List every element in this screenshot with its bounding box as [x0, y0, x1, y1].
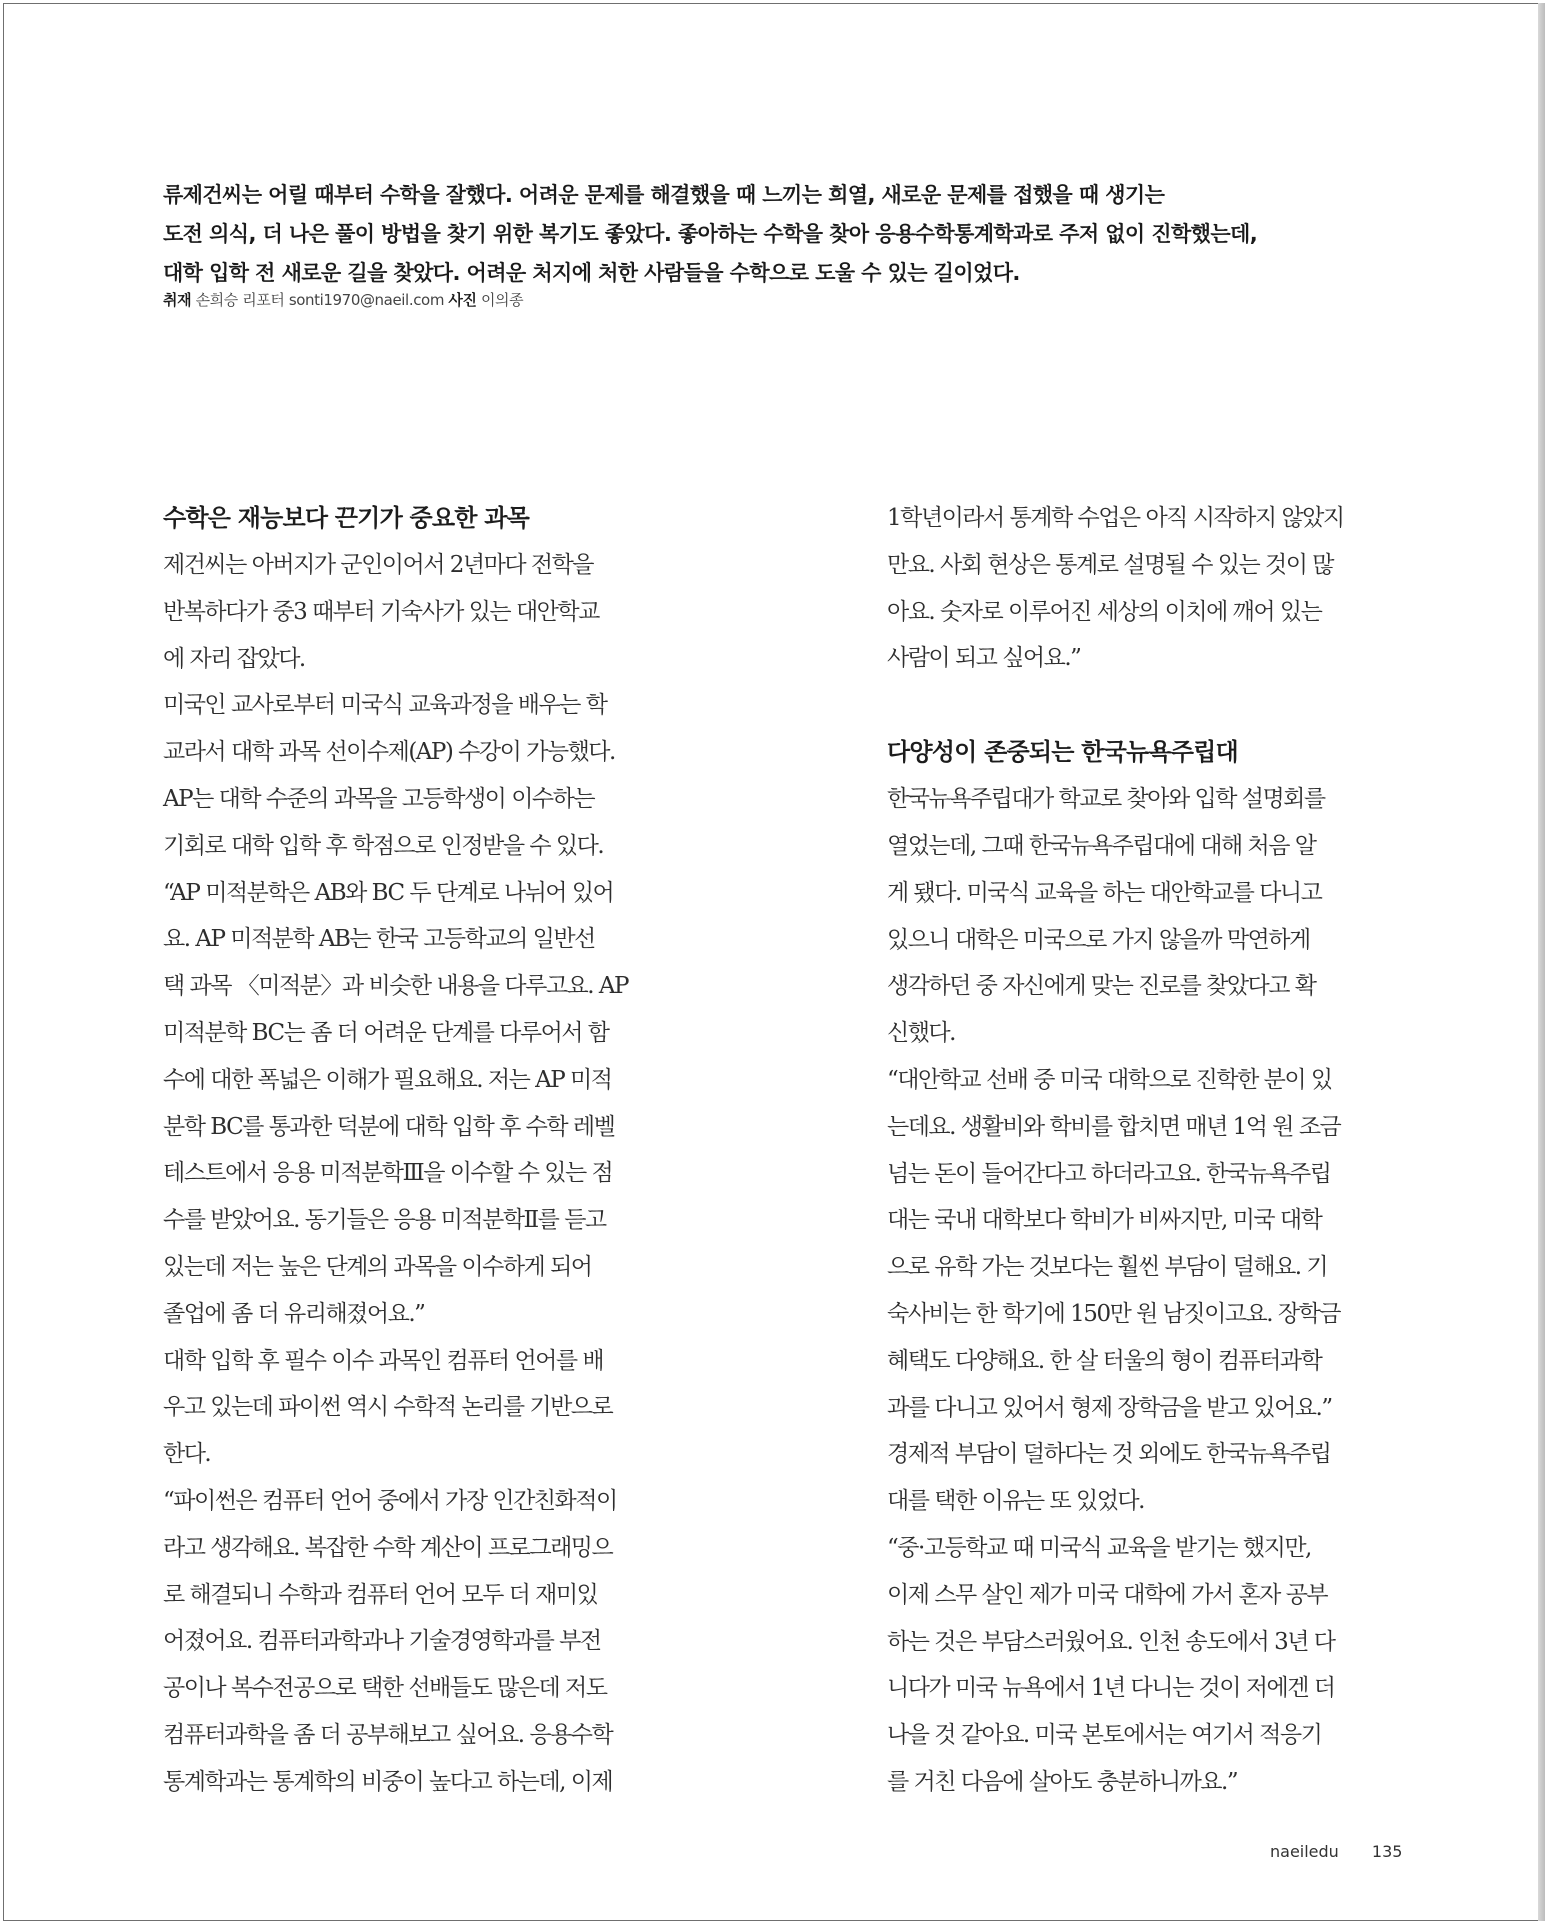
body-text-line: 한다.	[163, 1441, 211, 1468]
body-text-line: 분학 BC를 통과한 덕분에 대학 입학 후 수학 레벨	[163, 1113, 615, 1140]
body-text-line: 으로 유학 가는 것보다는 훨씬 부담이 덜해요. 기	[887, 1254, 1328, 1281]
body-text-line: “중·고등학교 때 미국식 교육을 받기는 했지만,	[887, 1534, 1311, 1561]
left-column-body	[163, 542, 703, 1806]
body-text-line: 숙사비는 한 학기에 150만 원 남짓이고요. 장학금	[887, 1300, 1341, 1327]
body-text-line: 요. AP 미적분학 AB는 한국 고등학교의 일반선	[163, 926, 595, 953]
body-text-line: 한국뉴욕주립대가 학교로 찾아와 입학 설명회를	[887, 786, 1325, 813]
byline	[163, 289, 523, 310]
page-footer	[1270, 1842, 1402, 1861]
body-text-line: 생각하던 중 자신에게 맞는 진로를 찾았다고 확	[887, 973, 1316, 1000]
right-column-body	[887, 776, 1427, 1806]
body-text-line: 니다가 미국 뉴욕에서 1년 다니는 것이 저에겐 더	[887, 1675, 1335, 1702]
body-text-line: 기회로 대학 입학 후 학점으로 인정받을 수 있다.	[163, 832, 604, 859]
body-text-line: 대는 국내 대학보다 학비가 비싸지만, 미국 대학	[887, 1207, 1322, 1234]
body-text-line: 신했다.	[887, 1020, 955, 1047]
body-text-line: 열었는데, 그때 한국뉴욕주립대에 대해 처음 알	[887, 832, 1316, 859]
body-text-line: 반복하다가 중3 때부터 기숙사가 있는 대안학교	[163, 598, 599, 625]
magazine-brand: naeiledu	[1270, 1842, 1339, 1861]
body-text-line: AP는 대학 수준의 과목을 고등학생이 이수하는	[163, 785, 595, 812]
body-text-line: 대를 택한 이유는 또 있었다.	[887, 1488, 1144, 1515]
intro-line: 도전 의식, 더 나은 풀이 방법을 찾기 위한 복기도 좋았다. 좋아하는 수학을 찾아 응용수학통계학과로 주저 없이 진학했는데,	[163, 222, 1258, 246]
reporter-name: 손희승 리포터 sonti1970@naeil.com	[195, 291, 445, 309]
body-text-line: 수에 대한 폭넓은 이해가 필요해요. 저는 AP 미적	[163, 1066, 612, 1093]
left-column	[163, 495, 703, 1806]
body-text-line: “대안학교 선배 중 미국 대학으로 진학한 분이 있	[887, 1066, 1332, 1093]
body-text-line: 테스트에서 응용 미적분학Ⅲ을 이수할 수 있는 점	[163, 1160, 613, 1187]
page-number: 135	[1371, 1842, 1403, 1861]
body-text-line: 만요. 사회 현상은 통계로 설명될 수 있는 것이 많	[887, 551, 1333, 578]
body-text-line: 경제적 부담이 덜하다는 것 외에도 한국뉴욕주립	[887, 1441, 1331, 1468]
body-text-line: 미국인 교사로부터 미국식 교육과정을 배우는 학	[163, 692, 607, 719]
photographer-name: 이의종	[480, 291, 524, 309]
body-text-line: 수를 받았어요. 동기들은 응용 미적분학Ⅱ를 듣고	[163, 1207, 606, 1234]
body-text-line: 통계학과는 통계학의 비중이 높다고 하는데, 이제	[163, 1768, 613, 1795]
body-text-line: 를 거친 다음에 살아도 충분하니까요.”	[887, 1768, 1238, 1795]
body-text-line: “파이썬은 컴퓨터 언어 중에서 가장 인간친화적이	[163, 1487, 617, 1514]
body-text-line: 넘는 돈이 들어간다고 하더라고요. 한국뉴욕주립	[887, 1160, 1331, 1187]
right-column	[887, 495, 1427, 1806]
body-text-line: 제건씨는 아버지가 군인이어서 2년마다 전학을	[163, 552, 594, 578]
body-text-line: 미적분학 BC는 좀 더 어려운 단계를 다루어서 함	[163, 1019, 609, 1046]
body-text-line: “AP 미적분학은 AB와 BC 두 단계로 나뉘어 있어	[163, 879, 614, 906]
body-text-line: 우고 있는데 파이썬 역시 수학적 논리를 기반으로	[163, 1394, 613, 1421]
body-text-line: 게 됐다. 미국식 교육을 하는 대안학교를 다니고	[887, 879, 1322, 906]
intro-line: 류제건씨는 어릴 때부터 수학을 잘했다. 어려운 문제를 해결했을 때 느끼는 희열, 새로운 문제를 접했을 때 생기는	[163, 183, 1165, 207]
body-text-line: 교라서 대학 과목 선이수제(AP) 수강이 가능했다.	[163, 739, 615, 766]
intro-line: 대학 입학 전 새로운 길을 찾았다. 어려운 처지에 처한 사람들을 수학으로 도울 수 있는 길이었다.	[163, 261, 1020, 285]
body-text-line: 있는데 저는 높은 단계의 과목을 이수하게 되어	[163, 1253, 592, 1280]
section-heading: 다양성이 존중되는 한국뉴욕주립대	[887, 738, 1238, 767]
body-text-line: 어졌어요. 컴퓨터과학과나 기술경영학과를 부전	[163, 1628, 601, 1655]
article-intro	[163, 176, 1423, 293]
body-text-line: 대학 입학 후 필수 이수 과목인 컴퓨터 언어를 배	[163, 1347, 604, 1374]
section-gap	[887, 682, 1427, 729]
body-text-line: 1학년이라서 통계학 수업은 아직 시작하지 않았지	[887, 505, 1344, 531]
body-text-line: 로 해결되니 수학과 컴퓨터 언어 모두 더 재미있	[163, 1581, 598, 1608]
body-text-line: 졸업에 좀 더 유리해졌어요.”	[163, 1300, 425, 1327]
body-text-line: 이제 스무 살인 제가 미국 대학에 가서 혼자 공부	[887, 1581, 1328, 1608]
body-text-line: 컴퓨터과학을 좀 더 공부해보고 싶어요. 응용수학	[163, 1721, 613, 1748]
body-text-line: 에 자리 잡았다.	[163, 645, 305, 672]
right-column-continuation	[887, 495, 1427, 682]
body-text-line: 있으니 대학은 미국으로 가지 않을까 막연하게	[887, 926, 1310, 953]
body-text-line: 라고 생각해요. 복잡한 수학 계산이 프로그래밍으	[163, 1534, 613, 1561]
photo-label: 사진	[448, 291, 477, 309]
reporting-label: 취재	[163, 291, 192, 309]
body-text-line: 혜택도 다양해요. 한 살 터울의 형이 컴퓨터과학	[887, 1347, 1322, 1374]
body-text-line: 하는 것은 부담스러웠어요. 인천 송도에서 3년 다	[887, 1628, 1335, 1655]
section-heading: 수학은 재능보다 끈기가 중요한 과목	[163, 504, 529, 532]
body-text-line: 과를 다니고 있어서 형제 장학금을 받고 있어요.”	[887, 1394, 1332, 1421]
page-edge-shadow	[1538, 3, 1545, 1921]
body-text-line: 공이나 복수전공으로 택한 선배들도 많은데 저도	[163, 1675, 607, 1702]
body-text-line: 택 과목 〈미적분〉과 비슷한 내용을 다루고요. AP	[163, 973, 628, 1000]
body-text-line: 는데요. 생활비와 학비를 합치면 매년 1억 원 조금	[887, 1113, 1341, 1140]
body-text-line: 사람이 되고 싶어요.”	[887, 645, 1081, 672]
body-text-line: 아요. 숫자로 이루어진 세상의 이치에 깨어 있는	[887, 598, 1322, 625]
body-text-line: 나을 것 같아요. 미국 본토에서는 여기서 적응기	[887, 1722, 1322, 1749]
